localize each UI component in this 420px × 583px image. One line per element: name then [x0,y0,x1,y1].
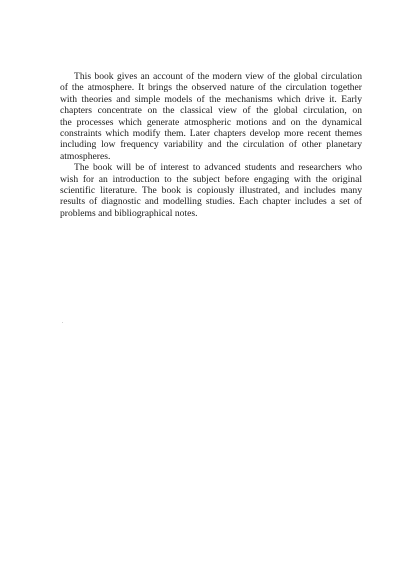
blurb-paragraph-1-line: of the atmosphere. It brings the observed nature of the circulation together [60,82,362,94]
blurb-paragraph-2 [60,162,362,219]
blurb-paragraph-2-line: The book will be of interest to advanced students and researchers who [74,162,362,174]
back-cover-blurb [60,71,362,219]
blurb-paragraph-2-line: scientific literature. The book is copiously illustrated, and includes many [60,185,362,197]
blurb-paragraph-2-line: results of diagnostic and modelling studies. Each chapter includes a set of [60,196,362,208]
blurb-paragraph-1-line: with theories and simple models of the mechanisms which drive it. Early [60,93,362,105]
blurb-paragraph-1-line: the processes which generate atmospheric motions and on the dynamical [60,116,362,128]
blurb-paragraph-1 [60,71,362,162]
blurb-paragraph-1-line: constraints which modify them. Later chapters develop more recent themes [60,128,362,140]
scan-speck [62,322,63,323]
blurb-paragraph-1-line: including low frequency variability and the circulation of other planetary [60,139,362,151]
blurb-paragraph-2-line: problems and bibliographical notes. [60,207,198,219]
blurb-paragraph-2-line: wish for an introduction to the subject before engaging with the original [60,173,362,185]
blurb-paragraph-1-line: atmospheres. [60,150,111,162]
blurb-paragraph-1-line: This book gives an account of the modern view of the global circulation [74,71,362,82]
blurb-paragraph-1-line: chapters concentrate on the classical view of the global circulation, on [60,105,362,117]
